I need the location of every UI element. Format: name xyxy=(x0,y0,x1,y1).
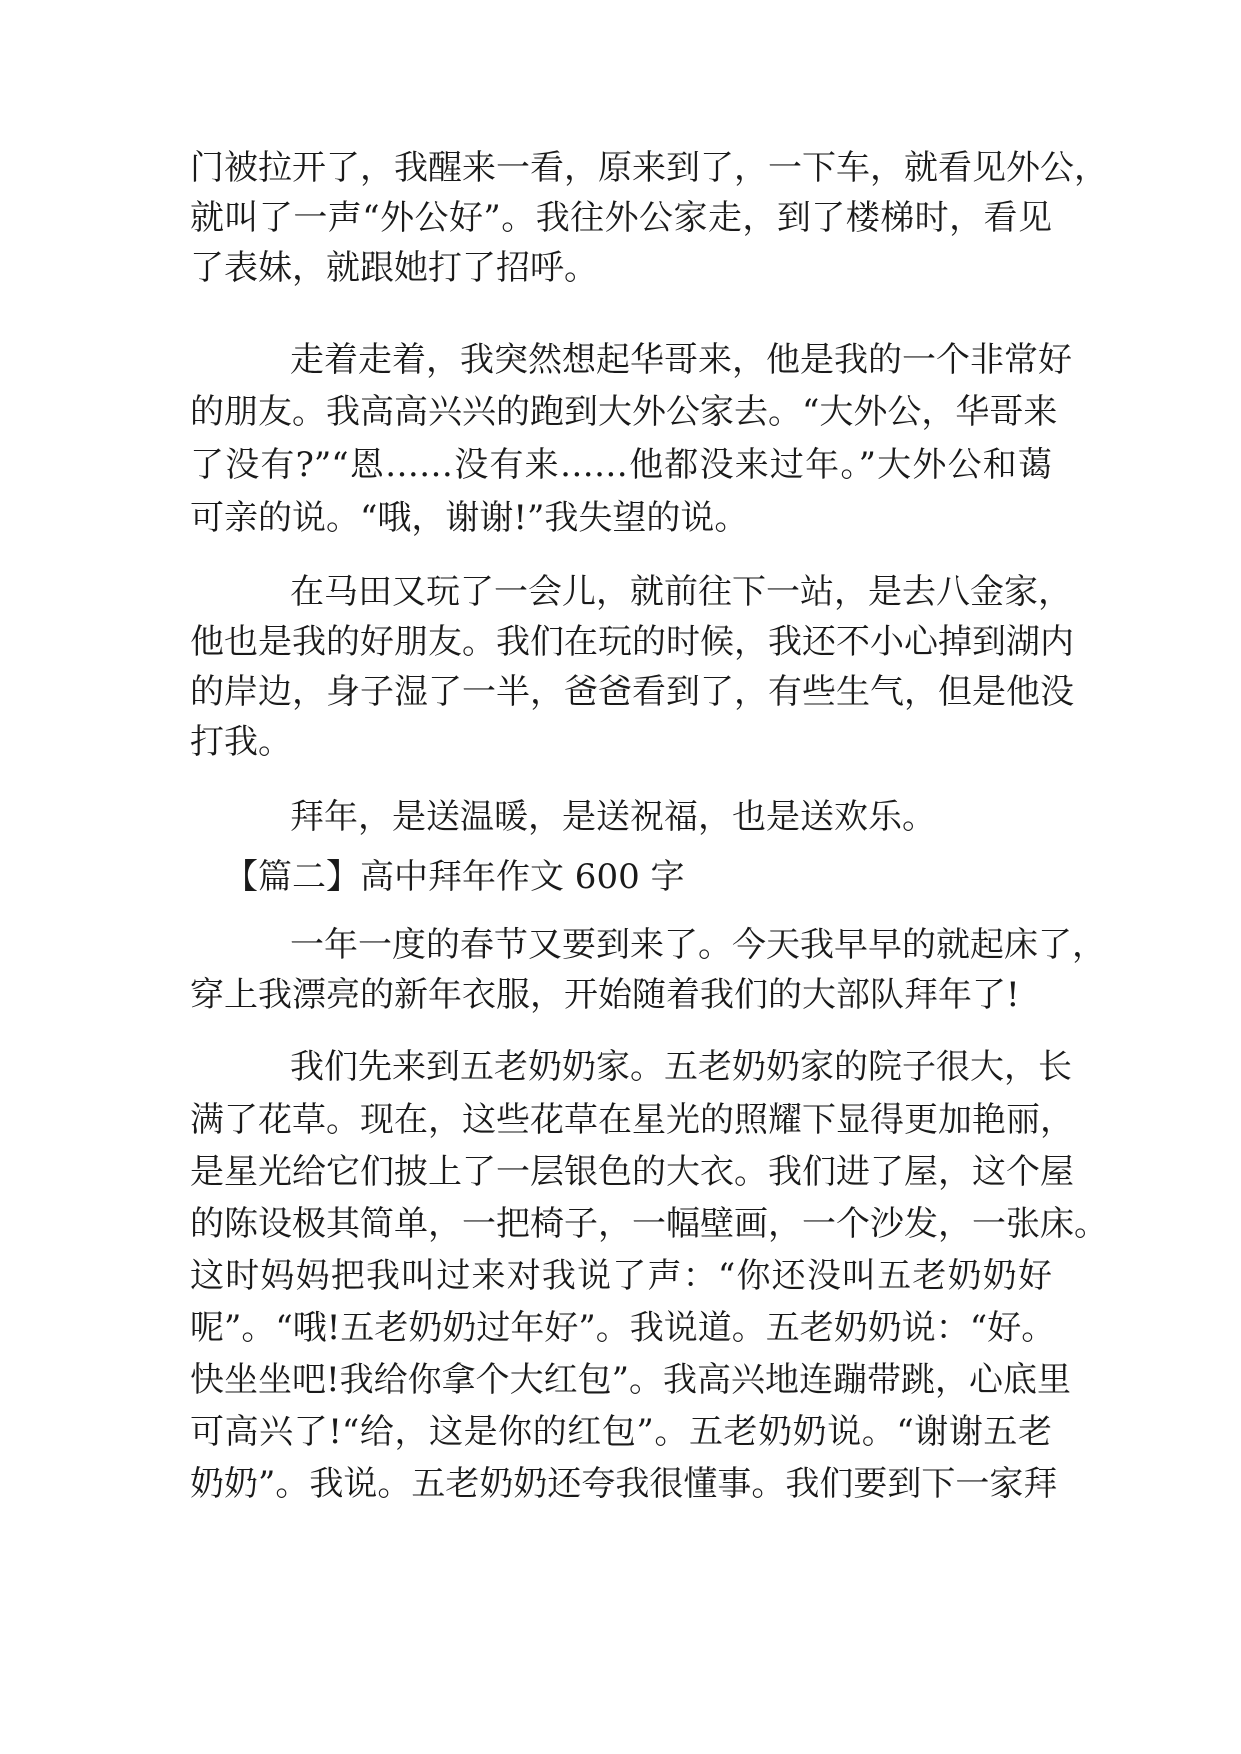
text-line: 的朋友。我高高兴兴的跑到大外公家去。“大外公，华哥来 xyxy=(190,392,1058,432)
text-line: 的陈设极其简单，一把椅子，一幅壁画，一个沙发，一张床。 xyxy=(190,1204,1108,1244)
text-line: 呢”。“哦!五老奶奶过年好”。我说道。五老奶奶说：“好。 xyxy=(190,1308,1056,1348)
text-line: 打我。 xyxy=(190,722,292,762)
text-line: 了没有?”“恩……没有来……他都没来过年。”大外公和蔼 xyxy=(190,445,1052,485)
text-line: 是星光给它们披上了一层银色的大衣。我们进了屋，这个屋 xyxy=(190,1152,1074,1192)
text-line: 奶奶”。我说。五老奶奶还夸我很懂事。我们要到下一家拜 xyxy=(190,1464,1058,1504)
text-line: 可亲的说。“哦，谢谢!”我失望的说。 xyxy=(190,498,749,538)
text-line: 的岸边，身子湿了一半，爸爸看到了，有些生气，但是他没 xyxy=(190,672,1074,712)
text-line: 就叫了一声“外公好”。我往外公家走，到了楼梯时，看见 xyxy=(190,198,1052,238)
text-line: 他也是我的好朋友。我们在玩的时候，我还不小心掉到湖内 xyxy=(190,622,1074,662)
paragraph-first-line: 我们先来到五老奶奶家。五老奶奶家的院子很大，长 xyxy=(290,1047,1072,1087)
text-line: 快坐坐吧!我给你拿个大红包”。我高兴地连蹦带跳，心底里 xyxy=(190,1360,1072,1400)
text-line: 门被拉开了，我醒来一看，原来到了，一下车，就看见外公， xyxy=(190,148,1108,188)
text-line: 了表妹，就跟她打了招呼。 xyxy=(190,248,598,288)
paragraph-first-line: 拜年，是送温暖，是送祝福，也是送欢乐。 xyxy=(290,797,936,837)
paragraph-first-line: 在马田又玩了一会儿，就前往下一站，是去八金家， xyxy=(290,572,1072,612)
text-line: 满了花草。现在，这些花草在星光的照耀下显得更加艳丽， xyxy=(190,1100,1074,1140)
text-line: 穿上我漂亮的新年衣服，开始随着我们的大部队拜年了! xyxy=(190,975,1020,1015)
paragraph-first-line: 走着走着，我突然想起华哥来，他是我的一个非常好 xyxy=(290,340,1072,380)
text-line: 可高兴了!“给，这是你的红包”。五老奶奶说。“谢谢五老 xyxy=(190,1412,1052,1452)
text-line: 这时妈妈把我叫过来对我说了声：“你还没叫五老奶奶好 xyxy=(190,1256,1052,1296)
paragraph-first-line: 一年一度的春节又要到来了。今天我早早的就起床了， xyxy=(290,925,1106,965)
section-heading: 【篇二】高中拜年作文 600 字 xyxy=(224,857,685,897)
